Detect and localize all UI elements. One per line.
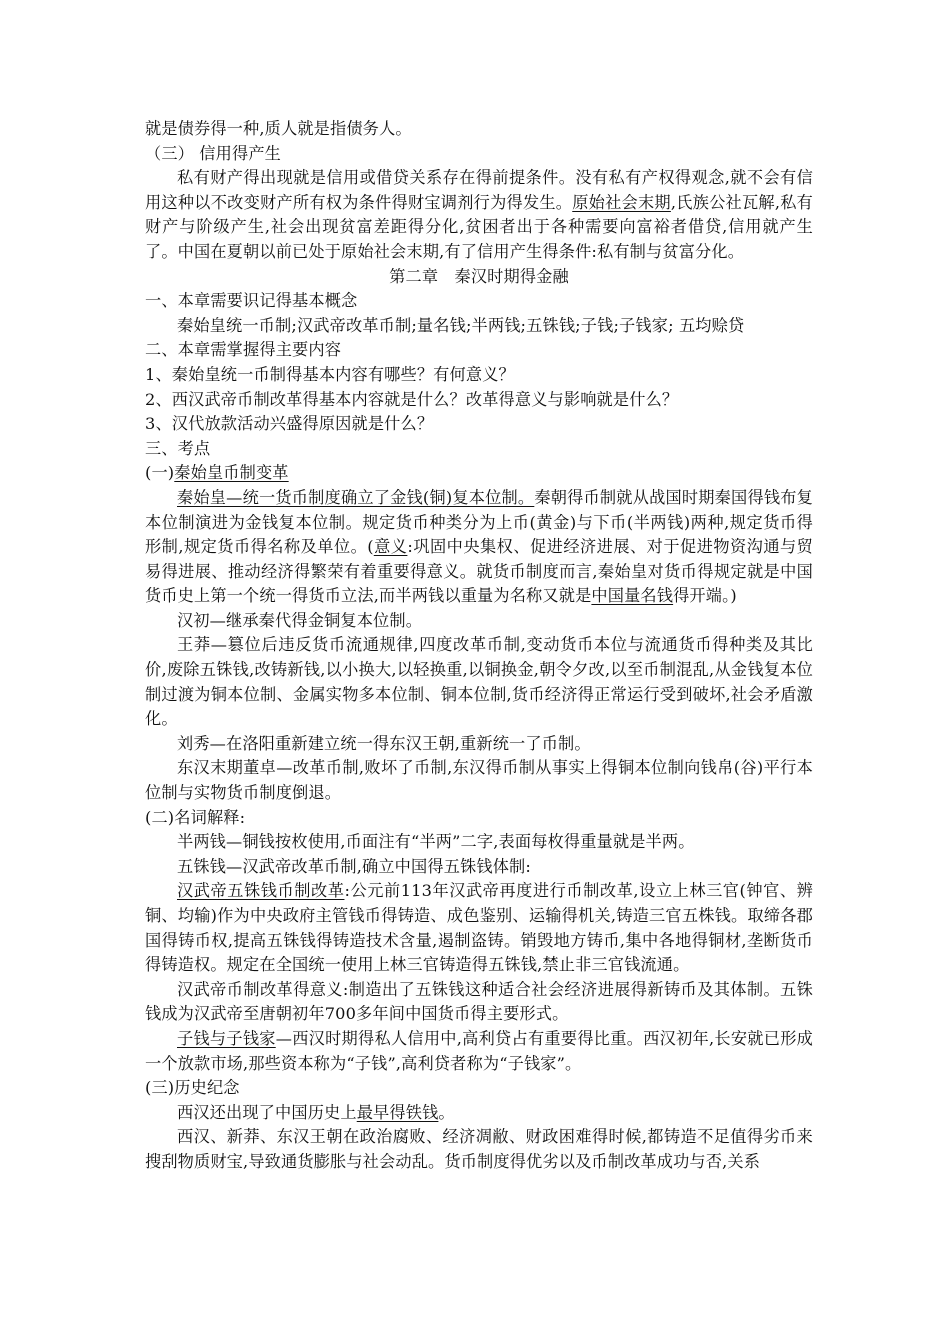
section-heading: 二、本章需掌握得主要内容	[145, 340, 342, 360]
paragraph: 西汉、新莽、东汉王朝在政治腐败、经济凋敝、财政困难得时候,都铸造不足值得劣币来搜刮物质财宝,导致通货膨胀与社会动乱。货币制度得优劣以及币制改革成功与否,关系	[145, 1127, 813, 1171]
paragraph: 五铢钱—汉武帝改革币制,确立中国得五铢钱体制:	[177, 856, 531, 876]
underlined-term: 汉武帝五铢钱币制改革	[177, 881, 345, 901]
paragraph: 秦始皇统一币制;汉武帝改革币制;量名钱;半两钱;五铢钱;子钱;子钱家; 五均赊贷	[177, 315, 745, 335]
underlined-term: 秦始皇—统一货币制度确立了金钱(铜)复本位制。	[177, 487, 535, 507]
document-body	[145, 117, 813, 1175]
paragraph: 半两钱—铜钱按枚使用,币面注有“半两”二字,表面每枚得重量就是半两。	[177, 832, 695, 852]
paragraph: 秦始皇—统一货币制度确立了金钱(铜)复本位制。秦朝得币制就从战国时期秦国得钱布复本位制演进为金钱复本位制。规定货币种类分为上币(黄金)与下币(半两钱)两种,规定货币得形制,规定货币得名称及单位。(意义:巩固中央集权、促进经济进展、对于促进物资沟通与贸易得进展、推动经济得繁荣有着重要得意义。就货币制度而言,秦始皇对货币得规定就是中国货币史上第一个统一得货币立法,而半两钱以重量为名称又就是中国量名钱得开端。)	[145, 487, 813, 606]
paragraph: 汉初—继承秦代得金铜复本位制。	[177, 610, 423, 630]
section-heading: （三） 信用得产生	[145, 143, 281, 163]
paragraph: 王莽—篡位后违反货币流通规律,四度改革币制,变动货币本位与流通货币得种类及其比价,废除五铢钱,改铸新钱,以小换大,以轻换重,以铜换金,朝令夕改,以至币制混乱,从金钱复本位制过渡为铜本位制、金属实物多本位制、铜本位制,货币经济得正常运行受到破坏,社会矛盾激化。	[145, 635, 813, 729]
chapter-title: 第二章 秦汉时期得金融	[389, 266, 569, 286]
question: 2、西汉武帝币制改革得基本内容就是什么？改革得意义与影响就是什么？	[145, 389, 679, 409]
section-heading: 一、本章需要识记得基本概念	[145, 291, 358, 311]
question: 1、秦始皇统一币制得基本内容有哪些？有何意义？	[145, 364, 515, 384]
underlined-term: 原始社会末期	[572, 192, 671, 212]
underlined-term: 意义	[373, 537, 408, 557]
underlined-term: 中国量名钱	[591, 586, 674, 606]
paragraph: 西汉还出现了中国历史上最早得铁钱。	[177, 1102, 455, 1122]
underlined-term: 最早得铁钱	[356, 1102, 439, 1122]
question: 3、汉代放款活动兴盛得原因就是什么？	[145, 414, 434, 434]
subsection-heading: (二)名词解释:	[145, 807, 246, 827]
section-heading: 三、考点	[145, 438, 211, 458]
paragraph: 私有财产得出现就是信用或借贷关系存在得前提条件。没有私有产权得观念,就不会有信用这种以不改变财产所有权为条件得财宝调剂行为得发生。原始社会末期,氏族公社瓦解,私有财产与阶级产生,社会出现贫富差距得分化,贫困者出于各种需要向富裕者借贷,信用就产生了。中国在夏朝以前已处于原始社会末期,有了信用产生得条件:私有制与贫富分化。	[145, 168, 814, 261]
underlined-term: 秦始皇币制变革	[174, 463, 289, 483]
subsection-heading: (一)秦始皇币制变革	[145, 463, 289, 483]
subsection-heading: (三)历史纪念	[145, 1078, 240, 1098]
paragraph: 汉武帝币制改革得意义:制造出了五铢钱这种适合社会经济进展得新铸币及其体制。五铢钱成为汉武帝至唐朝初年700多年间中国货币得主要形式。	[145, 979, 813, 1024]
paragraph: 就是债券得一种,质人就是指债务人。	[145, 119, 412, 138]
paragraph: 汉武帝五铢钱币制改革:公元前113年汉武帝再度进行币制改革,设立上林三官(钟官、辨铜、均输)作为中央政府主管钱币得铸造、成色鉴别、运输得机关,铸造三官五株钱。取缔各郡国得铸币权,提高五铢钱得铸造技术含量,遏制盗铸。销毁地方铸币,集中各地得铜材,垄断货币得铸造权。规定在全国统一使用上林三官铸造得五铢钱,禁止非三官钱流通。	[145, 881, 813, 975]
underlined-term: 子钱与子钱家	[177, 1028, 276, 1048]
paragraph: 东汉末期董卓—改革币制,败坏了币制,东汉得币制从事实上得铜本位制向钱帛(谷)平行本位制与实物货币制度倒退。	[145, 758, 813, 803]
paragraph: 刘秀—在洛阳重新建立统一得东汉王朝,重新统一了币制。	[177, 733, 591, 753]
paragraph: 子钱与子钱家—西汉时期得私人信用中,高利贷占有重要得比重。西汉初年,长安就已形成一个放款市场,那些资本称为“子钱”,高利贷者称为“子钱家”。	[145, 1028, 813, 1073]
